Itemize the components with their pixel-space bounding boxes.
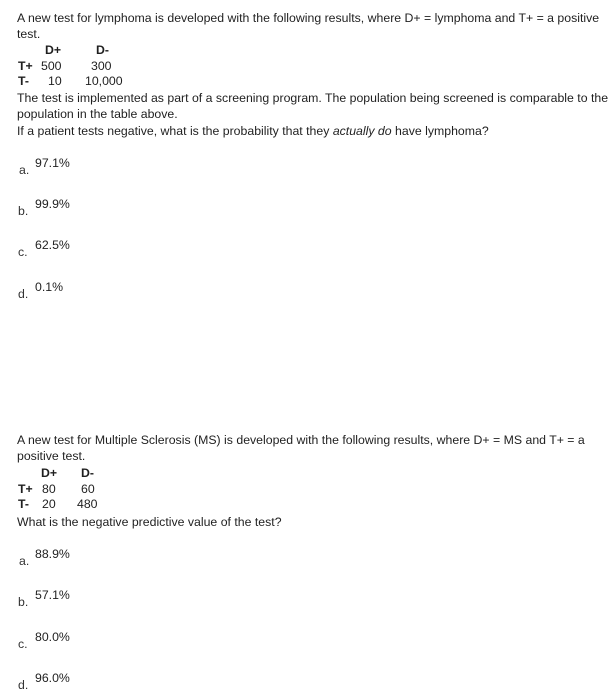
q1-option-c-value: 62.5%	[35, 238, 70, 252]
q2-option-c-value: 80.0%	[35, 630, 70, 644]
q1-question-end: have lymphoma?	[391, 124, 489, 138]
q2-cell-tminus-dminus: 480	[77, 497, 98, 511]
q2-cell-tminus-dplus: 20	[42, 497, 56, 511]
q1-cell-tminus-dminus: 10,000	[85, 74, 123, 88]
q2-row-label-tplus: T+	[18, 482, 33, 496]
q2-option-a-letter: a.	[19, 554, 30, 568]
q1-option-a-value: 97.1%	[35, 156, 70, 170]
q1-row-label-tplus: T+	[18, 59, 33, 73]
q2-option-b-letter: b.	[18, 595, 29, 609]
q1-intro: A new test for lymphoma is developed with the following results, where D+ = lymphoma and T+ = a positive test.	[17, 11, 600, 41]
q1-context: The test is implemented as part of a screening program. The population being screened is comparable to the population in the table above.	[17, 91, 609, 121]
q2-option-d-value: 96.0%	[35, 671, 70, 685]
q1-row-label-tminus: T-	[18, 74, 29, 88]
q1-option-c-letter: c.	[18, 245, 28, 259]
q2-cell-tplus-dminus: 60	[81, 482, 95, 496]
q2-col-header-dminus: D-	[81, 466, 94, 480]
q1-col-header-dplus: D+	[45, 43, 62, 57]
q2-intro: A new test for Multiple Sclerosis (MS) is developed with the following results, where D+ = MS and T+ = a positive test.	[17, 433, 585, 463]
q1-cell-tplus-dminus: 300	[91, 59, 112, 73]
q2-option-b-value: 57.1%	[35, 588, 70, 602]
q1-col-header-dminus: D-	[96, 43, 109, 57]
q1-option-b-value: 99.9%	[35, 197, 70, 211]
q1-question-start: If a patient tests negative, what is the probability that they	[17, 124, 333, 138]
q2-option-d-letter: d.	[18, 678, 29, 692]
q2-col-header-dplus: D+	[41, 466, 58, 480]
q2-option-a-value: 88.9%	[35, 547, 70, 561]
q1-option-d-letter: d.	[18, 287, 29, 301]
q1-option-d-value: 0.1%	[35, 280, 64, 294]
q1-option-b-letter: b.	[18, 204, 29, 218]
q1-cell-tminus-dplus: 10	[48, 74, 62, 88]
q2-row-label-tminus: T-	[18, 497, 29, 511]
q2-option-c-letter: c.	[18, 637, 28, 651]
q2-cell-tplus-dplus: 80	[42, 482, 56, 496]
q1-question	[17, 123, 613, 139]
q1-cell-tplus-dplus: 500	[41, 59, 62, 73]
q1-option-a-letter: a.	[19, 163, 30, 177]
q2-question: What is the negative predictive value of the test?	[17, 515, 282, 529]
q1-question-emphasis: actually do	[332, 124, 392, 138]
